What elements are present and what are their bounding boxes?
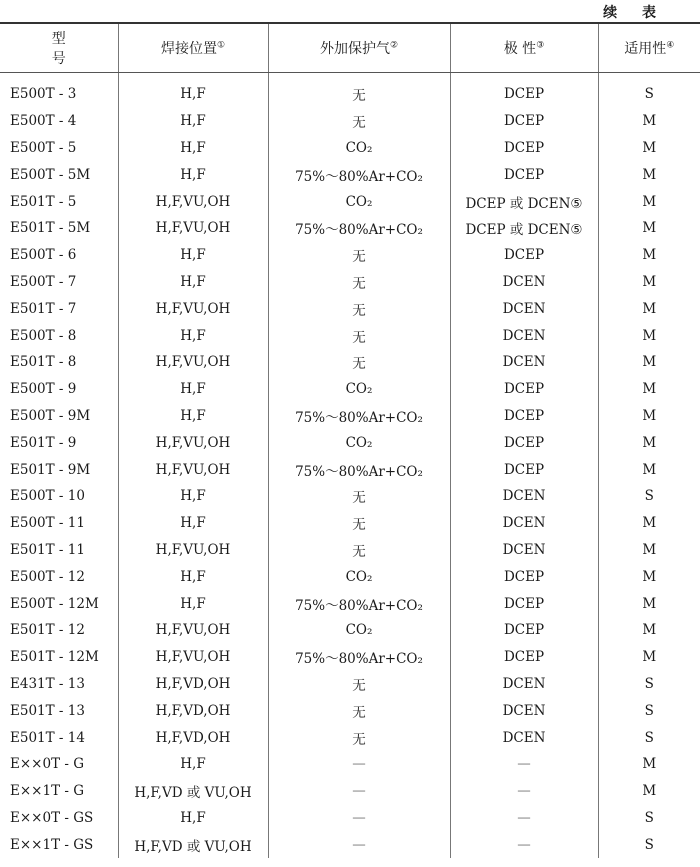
table-row <box>0 188 700 215</box>
cell-position: H,F,VU,OH <box>118 537 268 564</box>
cell-usage: S <box>598 724 700 751</box>
cell-polarity: DCEP <box>450 456 598 483</box>
cell-model: E500T - 11 <box>10 515 85 532</box>
cell-usage: M <box>598 161 700 188</box>
table-row <box>0 456 700 483</box>
cell-model: E500T - 6 <box>10 247 77 264</box>
cell-usage: M <box>598 108 700 135</box>
cell-polarity: DCEP <box>450 644 598 671</box>
cell-position: H,F,VU,OH <box>118 215 268 242</box>
cell-polarity: DCEN <box>450 483 598 510</box>
table-row <box>0 563 700 590</box>
cell-gas: — <box>268 831 450 858</box>
cell-polarity: DCEP <box>450 81 598 108</box>
cell-usage: S <box>598 81 700 108</box>
cell-position: H,F,VD,OH <box>118 697 268 724</box>
cell-gas: 无 <box>268 295 450 322</box>
cell-polarity: — <box>450 751 598 778</box>
cell-gas: 75%～80%Ar+CO₂ <box>268 590 450 617</box>
cell-gas: 无 <box>268 349 450 376</box>
header-position: 焊接位置① <box>118 23 268 73</box>
cell-usage: M <box>598 644 700 671</box>
cell-usage: S <box>598 697 700 724</box>
cell-gas: 无 <box>268 322 450 349</box>
cell-gas: 无 <box>268 537 450 564</box>
cell-gas: CO₂ <box>268 376 450 403</box>
cell-model: E500T - 12M <box>10 595 99 612</box>
cell-model: E500T - 7 <box>10 273 77 290</box>
cell-usage: S <box>598 831 700 858</box>
cell-gas: CO₂ <box>268 617 450 644</box>
cell-polarity: DCEN <box>450 269 598 296</box>
cell-model: E500T - 9 <box>10 381 77 398</box>
cell-usage: S <box>598 805 700 832</box>
cell-position: H,F,VD 或 VU,OH <box>118 778 268 805</box>
cell-usage: M <box>598 269 700 296</box>
cell-polarity: — <box>450 831 598 858</box>
cell-position: H,F,VD,OH <box>118 671 268 698</box>
table-row <box>0 697 700 724</box>
cell-usage: M <box>598 242 700 269</box>
cell-position: H,F <box>118 269 268 296</box>
cell-usage: S <box>598 483 700 510</box>
cell-model: E501T - 14 <box>10 729 85 746</box>
cell-gas: 75%～80%Ar+CO₂ <box>268 403 450 430</box>
cell-polarity: DCEP <box>450 135 598 162</box>
table-header <box>0 23 700 73</box>
cell-gas: CO₂ <box>268 188 450 215</box>
continued-label: 续 表 <box>603 5 666 21</box>
cell-position: H,F,VU,OH <box>118 349 268 376</box>
cell-model: E501T - 11 <box>10 541 85 558</box>
cell-usage: M <box>598 349 700 376</box>
table-row <box>0 349 700 376</box>
table-row <box>0 617 700 644</box>
spacer-row <box>0 73 700 82</box>
cell-usage: M <box>598 135 700 162</box>
cell-polarity: DCEN <box>450 671 598 698</box>
cell-polarity: DCEN <box>450 349 598 376</box>
cell-polarity: DCEN <box>450 322 598 349</box>
cell-gas: 无 <box>268 269 450 296</box>
cell-model: E501T - 7 <box>10 300 77 317</box>
cell-polarity: — <box>450 805 598 832</box>
cell-model: E500T - 5 <box>10 139 77 156</box>
table-row <box>0 537 700 564</box>
cell-position: H,F,VU,OH <box>118 188 268 215</box>
cell-model: E××0T - G <box>10 756 84 773</box>
cell-polarity: DCEN <box>450 537 598 564</box>
cell-gas: 无 <box>268 671 450 698</box>
table-row <box>0 161 700 188</box>
cell-usage: M <box>598 188 700 215</box>
cell-position: H,F <box>118 563 268 590</box>
cell-gas: 无 <box>268 483 450 510</box>
cell-position: H,F,VU,OH <box>118 295 268 322</box>
cell-gas: 无 <box>268 510 450 537</box>
cell-model: E501T - 5 <box>10 193 77 210</box>
cell-gas: 无 <box>268 81 450 108</box>
cell-polarity: DCEN <box>450 295 598 322</box>
cell-position: H,F <box>118 805 268 832</box>
cell-position: H,F,VU,OH <box>118 429 268 456</box>
cell-gas: CO₂ <box>268 429 450 456</box>
table-row <box>0 724 700 751</box>
cell-gas: 75%～80%Ar+CO₂ <box>268 644 450 671</box>
cell-polarity: DCEP <box>450 242 598 269</box>
cell-model: E501T - 9M <box>10 461 91 478</box>
cell-position: H,F <box>118 135 268 162</box>
cell-gas: CO₂ <box>268 135 450 162</box>
cell-usage: M <box>598 617 700 644</box>
cell-model: E501T - 13 <box>10 702 85 719</box>
table-row <box>0 403 700 430</box>
cell-usage: M <box>598 778 700 805</box>
cell-model: E501T - 12M <box>10 649 99 666</box>
cell-model: E500T - 3 <box>10 86 77 103</box>
table-row <box>0 751 700 778</box>
table-row <box>0 510 700 537</box>
cell-polarity: DCEN <box>450 510 598 537</box>
cell-polarity: DCEN <box>450 697 598 724</box>
table-row <box>0 805 700 832</box>
table-row <box>0 135 700 162</box>
cell-usage: M <box>598 751 700 778</box>
cell-polarity: DCEP <box>450 590 598 617</box>
cell-model: E431T - 13 <box>10 675 85 692</box>
cell-model: E500T - 9M <box>10 407 91 424</box>
header-gas-note: ② <box>389 40 399 51</box>
cell-polarity: DCEP <box>450 429 598 456</box>
cell-model: E501T - 5M <box>10 220 91 237</box>
cell-polarity: DCEP <box>450 617 598 644</box>
cell-usage: M <box>598 295 700 322</box>
cell-polarity: DCEN <box>450 724 598 751</box>
cell-position: H,F <box>118 483 268 510</box>
cell-gas: 无 <box>268 697 450 724</box>
cell-position: H,F <box>118 242 268 269</box>
cell-polarity: DCEP <box>450 403 598 430</box>
cell-polarity: — <box>450 778 598 805</box>
cell-gas: 75%～80%Ar+CO₂ <box>268 456 450 483</box>
cell-position: H,F <box>118 590 268 617</box>
cell-position: H,F <box>118 81 268 108</box>
cell-usage: M <box>598 403 700 430</box>
cell-gas: — <box>268 751 450 778</box>
table-body <box>0 73 700 859</box>
cell-usage: M <box>598 456 700 483</box>
cell-position: H,F <box>118 376 268 403</box>
table-row <box>0 242 700 269</box>
cell-model: E501T - 12 <box>10 622 85 639</box>
cell-usage: M <box>598 429 700 456</box>
cell-polarity: DCEP 或 DCEN⑤ <box>450 188 598 215</box>
header-usage: 适用性④ <box>598 23 700 73</box>
cell-position: H,F,VU,OH <box>118 644 268 671</box>
cell-polarity: DCEP <box>450 376 598 403</box>
cell-position: H,F,VU,OH <box>118 617 268 644</box>
table-row <box>0 483 700 510</box>
cell-gas: CO₂ <box>268 563 450 590</box>
cell-usage: M <box>598 563 700 590</box>
cell-position: H,F,VU,OH <box>118 456 268 483</box>
cell-gas: 75%～80%Ar+CO₂ <box>268 161 450 188</box>
cell-polarity: DCEP <box>450 563 598 590</box>
cell-model: E××1T - G <box>10 783 84 800</box>
table-row <box>0 81 700 108</box>
cell-usage: M <box>598 322 700 349</box>
table-row <box>0 644 700 671</box>
cell-position: H,F,VD,OH <box>118 724 268 751</box>
table-row <box>0 376 700 403</box>
cell-model: E××1T - GS <box>10 836 94 853</box>
cell-position: H,F <box>118 751 268 778</box>
table-row <box>0 295 700 322</box>
flux-cored-electrode-table <box>0 22 700 858</box>
cell-position: H,F,VD 或 VU,OH <box>118 831 268 858</box>
header-polarity: 极 性③ <box>450 23 598 73</box>
table-row <box>0 831 700 858</box>
cell-gas: — <box>268 778 450 805</box>
cell-usage: M <box>598 510 700 537</box>
cell-usage: M <box>598 376 700 403</box>
table-row <box>0 322 700 349</box>
cell-position: H,F <box>118 322 268 349</box>
cell-gas: 无 <box>268 724 450 751</box>
cell-gas: — <box>268 805 450 832</box>
cell-model: E500T - 4 <box>10 113 77 130</box>
cell-position: H,F <box>118 161 268 188</box>
table-row <box>0 778 700 805</box>
cell-usage: M <box>598 537 700 564</box>
cell-usage: M <box>598 590 700 617</box>
cell-polarity: DCEP 或 DCEN⑤ <box>450 215 598 242</box>
header-usage-note: ④ <box>666 40 675 51</box>
header-gas: 外加保护气② <box>268 23 450 73</box>
table-row <box>0 429 700 456</box>
cell-polarity: DCEP <box>450 108 598 135</box>
cell-model: E500T - 5M <box>10 166 91 183</box>
cell-polarity: DCEP <box>450 161 598 188</box>
cell-usage: S <box>598 671 700 698</box>
table-row <box>0 269 700 296</box>
cell-model: E××0T - GS <box>10 809 94 826</box>
header-model: 型 号 <box>0 23 118 73</box>
cell-gas: 75%～80%Ar+CO₂ <box>268 215 450 242</box>
cell-model: E501T - 9 <box>10 434 77 451</box>
cell-model: E501T - 8 <box>10 354 77 371</box>
cell-position: H,F <box>118 510 268 537</box>
cell-model: E500T - 10 <box>10 488 85 505</box>
cell-model: E500T - 12 <box>10 568 85 585</box>
table-row <box>0 215 700 242</box>
cell-position: H,F <box>118 108 268 135</box>
cell-gas: 无 <box>268 108 450 135</box>
table-row <box>0 108 700 135</box>
cell-usage: M <box>598 215 700 242</box>
cell-model: E500T - 8 <box>10 327 77 344</box>
table-row <box>0 671 700 698</box>
cell-gas: 无 <box>268 242 450 269</box>
cell-position: H,F <box>118 403 268 430</box>
header-position-note: ① <box>216 40 226 51</box>
header-polarity-note: ③ <box>536 40 545 51</box>
table-row <box>0 590 700 617</box>
